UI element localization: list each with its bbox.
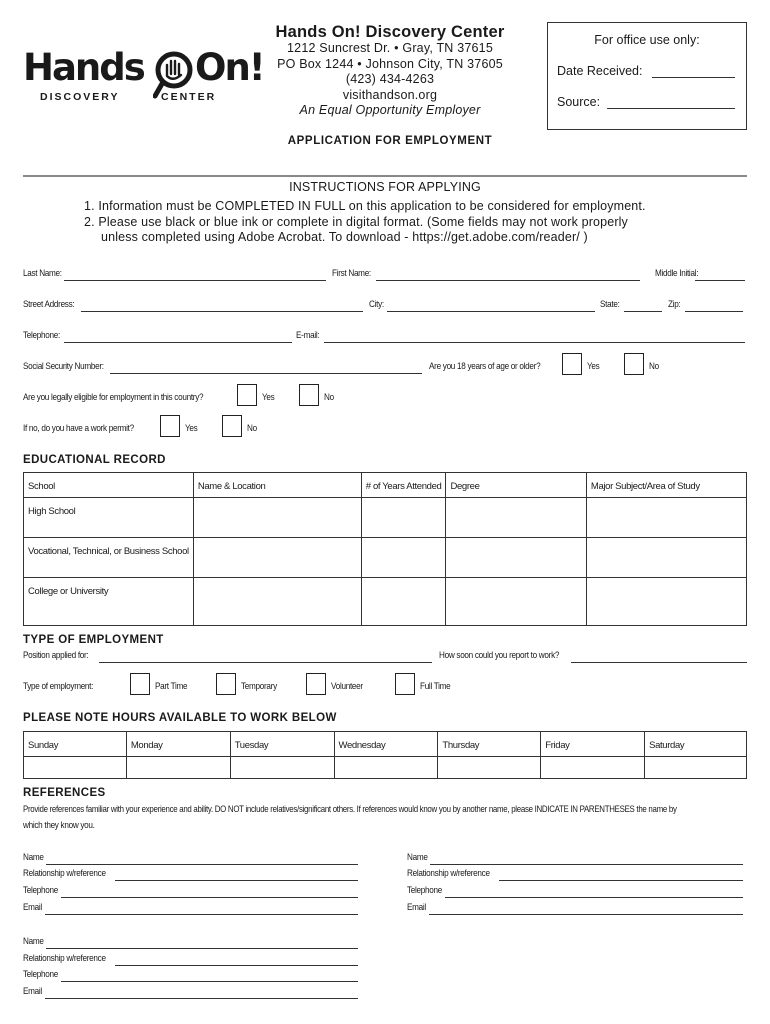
form-title: APPLICATION FOR EMPLOYMENT <box>287 135 493 147</box>
edu-col-major: Major Subject/Area of Study <box>586 473 746 498</box>
permit-yes-checkbox[interactable] <box>160 415 180 437</box>
edu-row-high-school: High School <box>24 498 194 538</box>
age-question: Are you 18 years of age or older? <box>429 361 541 372</box>
references-desc-1: Provide references familiar with your experience and ability. DO NOT include relatives/significant others. If references would know you by another name, please INDICATE IN PARENTHESES the name by <box>23 804 677 815</box>
edu-col-name-location: Name & Location <box>193 473 361 498</box>
full-time-label: Full Time <box>420 681 451 692</box>
age-yes-label: Yes <box>587 361 600 372</box>
ref1-relationship-label: Relationship w/reference <box>23 868 106 879</box>
org-website: visithandson.org <box>342 88 438 102</box>
table-row <box>24 578 747 626</box>
instructions-title: INSTRUCTIONS FOR APPLYING <box>289 180 481 194</box>
ref2-telephone-label: Telephone <box>407 885 443 896</box>
ref3-email-label: Email <box>23 986 42 997</box>
age-no-label: No <box>649 361 659 372</box>
eligible-no-label: No <box>324 392 334 403</box>
ref3-name-field[interactable] <box>46 948 358 949</box>
org-name: Hands On! Discovery Center <box>275 23 505 41</box>
employment-type-label: Type of employment: <box>23 681 94 692</box>
ref2-relationship-field[interactable] <box>499 880 743 881</box>
instruction-3: unless completed using Adobe Acrobat. To download - https://get.adobe.com/reader/ ) <box>101 230 588 244</box>
employment-title: TYPE OF EMPLOYMENT <box>23 634 164 646</box>
education-table <box>23 472 747 626</box>
state-field[interactable] <box>624 311 662 312</box>
last-name-field[interactable] <box>64 280 326 281</box>
ref3-relationship-field[interactable] <box>115 965 358 966</box>
street-label: Street Address: <box>23 299 75 310</box>
day-tuesday: Tuesday <box>230 732 334 757</box>
volunteer-label: Volunteer <box>331 681 363 692</box>
org-address-2: PO Box 1244 • Johnson City, TN 37605 <box>277 57 503 71</box>
street-field[interactable] <box>81 311 363 312</box>
ref2-telephone-field[interactable] <box>445 897 743 898</box>
ref2-email-field[interactable] <box>429 914 743 915</box>
edu-cell[interactable] <box>446 578 586 626</box>
temporary-label: Temporary <box>241 681 277 692</box>
logo-wordmark-hands: Hands <box>23 46 144 89</box>
day-sunday: Sunday <box>24 732 127 757</box>
part-time-label: Part Time <box>155 681 188 692</box>
ref2-email-label: Email <box>407 902 426 913</box>
day-friday: Friday <box>541 732 645 757</box>
email-label: E-mail: <box>296 330 320 341</box>
full-time-checkbox[interactable] <box>395 673 415 695</box>
day-monday: Monday <box>126 732 230 757</box>
hours-cell[interactable] <box>645 757 747 779</box>
ref2-name-label: Name <box>407 852 428 863</box>
edu-cell[interactable] <box>586 498 746 538</box>
ref3-name-label: Name <box>23 936 44 947</box>
volunteer-checkbox[interactable] <box>306 673 326 695</box>
day-wednesday: Wednesday <box>334 732 438 757</box>
edu-cell[interactable] <box>361 578 446 626</box>
ref2-name-field[interactable] <box>430 864 743 865</box>
middle-initial-label: Middle Initial: <box>655 268 699 279</box>
date-received-field[interactable] <box>652 77 735 78</box>
first-name-label: First Name: <box>332 268 371 279</box>
report-label: How soon could you report to work? <box>439 650 560 661</box>
eligible-question: Are you legally eligible for employment in this country? <box>23 392 204 403</box>
ref2-relationship-label: Relationship w/reference <box>407 868 490 879</box>
edu-col-school: School <box>24 473 194 498</box>
ref1-name-field[interactable] <box>46 864 358 865</box>
header-divider <box>23 175 747 177</box>
ref1-relationship-field[interactable] <box>115 880 358 881</box>
edu-row-college: College or University <box>24 578 194 626</box>
permit-no-label: No <box>247 423 257 434</box>
position-label: Position applied for: <box>23 650 89 661</box>
ref1-telephone-label: Telephone <box>23 885 59 896</box>
city-label: City: <box>369 299 384 310</box>
part-time-checkbox[interactable] <box>130 673 150 695</box>
ref3-email-field[interactable] <box>45 998 358 999</box>
position-field[interactable] <box>99 662 432 663</box>
edu-cell[interactable] <box>193 538 361 578</box>
hours-cell[interactable] <box>230 757 334 779</box>
edu-cell[interactable] <box>193 578 361 626</box>
edu-cell[interactable] <box>586 578 746 626</box>
education-title: EDUCATIONAL RECORD <box>23 454 166 466</box>
logo-sub-discovery: DISCOVERY <box>40 91 120 103</box>
permit-question: If no, do you have a work permit? <box>23 423 134 434</box>
edu-cell[interactable] <box>586 538 746 578</box>
edu-cell[interactable] <box>446 538 586 578</box>
edu-cell[interactable] <box>193 498 361 538</box>
ref3-telephone-label: Telephone <box>23 969 59 980</box>
org-phone: (423) 434-4263 <box>345 72 435 86</box>
edu-cell[interactable] <box>446 498 586 538</box>
ssn-field[interactable] <box>110 373 422 374</box>
age-no-checkbox[interactable] <box>624 353 644 375</box>
hours-cell[interactable] <box>541 757 645 779</box>
report-field[interactable] <box>571 662 747 663</box>
last-name-label: Last Name: <box>23 268 62 279</box>
source-field[interactable] <box>607 108 735 109</box>
table-row <box>24 538 747 578</box>
table-row <box>24 757 747 779</box>
date-received-label: Date Received: <box>557 64 643 78</box>
office-use-box <box>547 22 747 130</box>
hours-cell[interactable] <box>438 757 541 779</box>
ref3-relationship-label: Relationship w/reference <box>23 953 106 964</box>
logo-sub-center: CENTER <box>161 91 217 103</box>
day-thursday: Thursday <box>438 732 541 757</box>
ref1-email-field[interactable] <box>45 914 358 915</box>
org-address-1: 1212 Suncrest Dr. • Gray, TN 37615 <box>287 41 493 55</box>
day-saturday: Saturday <box>645 732 747 757</box>
eligible-yes-checkbox[interactable] <box>237 384 257 406</box>
edu-col-years: # of Years Attended <box>361 473 446 498</box>
source-label: Source: <box>557 95 601 109</box>
eligible-yes-label: Yes <box>262 392 275 403</box>
eligible-no-checkbox[interactable] <box>299 384 319 406</box>
city-field[interactable] <box>387 311 595 312</box>
ref1-telephone-field[interactable] <box>61 897 358 898</box>
references-title: REFERENCES <box>23 787 106 799</box>
ref3-telephone-field[interactable] <box>61 981 358 982</box>
zip-label: Zip: <box>668 299 681 310</box>
middle-initial-field[interactable] <box>695 280 745 281</box>
zip-field[interactable] <box>685 311 743 312</box>
ref1-email-label: Email <box>23 902 42 913</box>
office-use-title: For office use only: <box>594 33 700 47</box>
instruction-1: 1. Information must be COMPLETED IN FULL on this application to be considered for employment. <box>84 199 646 213</box>
hours-cell[interactable] <box>334 757 438 779</box>
instruction-2: 2. Please use black or blue ink or complete in digital format. (Some fields may not work properly <box>84 215 628 229</box>
telephone-field[interactable] <box>64 342 292 343</box>
references-desc-2: which they know you. <box>23 820 95 831</box>
hours-table <box>23 731 747 779</box>
ref1-name-label: Name <box>23 852 44 863</box>
first-name-field[interactable] <box>376 280 640 281</box>
edu-cell[interactable] <box>361 538 446 578</box>
permit-no-checkbox[interactable] <box>222 415 242 437</box>
edu-col-degree: Degree <box>446 473 586 498</box>
hours-cell[interactable] <box>126 757 230 779</box>
table-row <box>24 498 747 538</box>
state-label: State: <box>600 299 620 310</box>
age-yes-checkbox[interactable] <box>562 353 582 375</box>
ssn-label: Social Security Number: <box>23 361 104 372</box>
temporary-checkbox[interactable] <box>216 673 236 695</box>
hours-cell[interactable] <box>24 757 127 779</box>
eeo-statement: An Equal Opportunity Employer <box>299 103 481 117</box>
edu-cell[interactable] <box>361 498 446 538</box>
permit-yes-label: Yes <box>185 423 198 434</box>
edu-row-vocational: Vocational, Technical, or Business School <box>24 538 194 578</box>
telephone-label: Telephone: <box>23 330 60 341</box>
email-field[interactable] <box>324 342 745 343</box>
hours-title: PLEASE NOTE HOURS AVAILABLE TO WORK BELOW <box>23 712 337 724</box>
logo-wordmark-on: On! <box>195 46 264 89</box>
